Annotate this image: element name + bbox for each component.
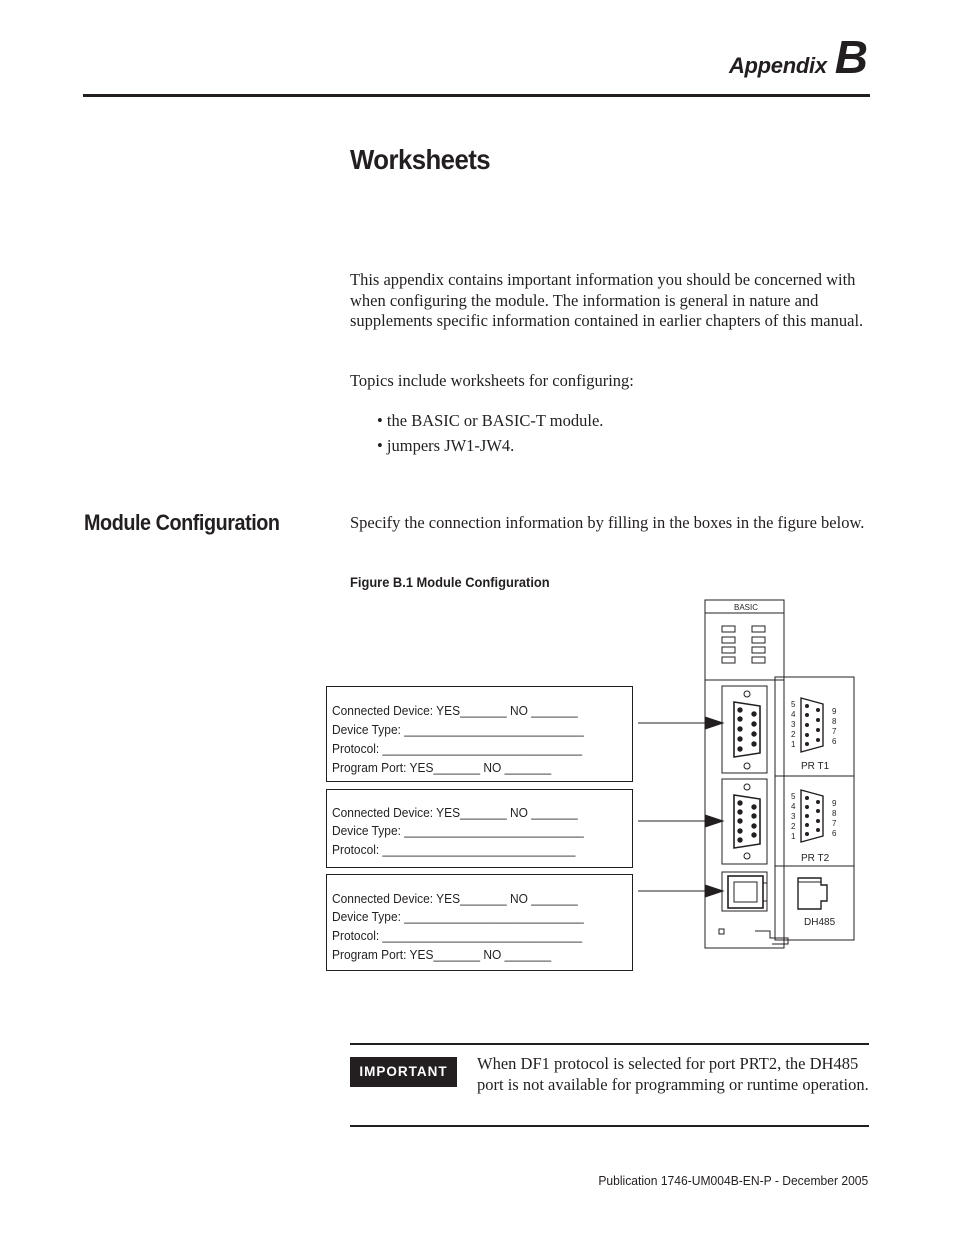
intro-paragraph: This appendix contains important information you should be concerned with when configuring the module. The information is general in nature and supplements specific information contained in earlier chapters of this manual. (350, 270, 864, 330)
port-legend-panel (775, 677, 854, 940)
pin-number: 4 (791, 802, 796, 811)
protocol-line: Protocol: ______________________________ (332, 741, 583, 756)
important-bottom-rule (350, 1125, 869, 1127)
pin-number: 7 (832, 819, 837, 828)
pin-number: 6 (832, 829, 837, 838)
section-paragraph: Specify the connection information by filling in the boxes in the figure below. (350, 513, 865, 532)
module-label: BASIC (734, 603, 759, 612)
pin-number: 6 (832, 737, 837, 746)
pin-number: 1 (791, 832, 796, 841)
figure-caption: Figure B.1 Module Configuration (350, 574, 550, 590)
pin-number: 8 (832, 809, 837, 818)
dh485-config-box (326, 874, 633, 971)
port1-db9-connector (722, 686, 767, 773)
topics-paragraph: Topics include worksheets for configuring: (350, 371, 634, 390)
module-diagram (630, 598, 860, 950)
pin-number: 3 (791, 812, 796, 821)
footer-publication: Publication 1746-UM004B-EN-P - December 2005 (598, 1173, 868, 1188)
prt1-label: PR T1 (801, 761, 830, 772)
page-title: Worksheets (350, 144, 491, 175)
program-port-line: Program Port: YES_______ NO _______ (332, 947, 552, 962)
connected-device-line: Connected Device: YES_______ NO _______ (332, 805, 578, 820)
module-body (705, 600, 784, 948)
pin-number: 5 (791, 700, 796, 709)
prt2-legend-connector (801, 790, 823, 842)
section-heading: Module Configuration (84, 510, 280, 535)
pin-number: 2 (791, 822, 796, 831)
status-leds (722, 626, 765, 663)
device-type-line: Device Type: ___________________________ (332, 823, 584, 838)
connected-device-line: Connected Device: YES_______ NO _______ (332, 891, 578, 906)
device-type-line: Device Type: ___________________________ (332, 722, 584, 737)
port1-config-box (326, 686, 633, 782)
header-rule (83, 94, 870, 97)
appendix-letter: B (834, 31, 868, 83)
device-type-line: Device Type: ___________________________ (332, 909, 584, 924)
list-item-text: the BASIC or BASIC-T module. (386, 411, 604, 430)
appendix-header (729, 30, 868, 84)
pin-number: 7 (832, 727, 837, 736)
important-label: IMPORTANT (350, 1057, 457, 1087)
pin-number: 9 (832, 799, 837, 808)
important-text: When DF1 protocol is selected for port PRT2, the DH485 port is not available for programming or runtime operation. (477, 1054, 869, 1094)
dh485-rj-connector (722, 872, 767, 911)
dh485-legend-connector (798, 878, 827, 909)
pin-number: 4 (791, 710, 796, 719)
list-item: • the BASIC or BASIC-T module. (377, 411, 604, 430)
port2-db9-connector (722, 779, 767, 864)
pin-number: 5 (791, 792, 796, 801)
topics-list (377, 411, 603, 461)
appendix-word: Appendix (728, 53, 827, 78)
connected-device-line: Connected Device: YES_______ NO _______ (332, 703, 578, 718)
pin-number: 9 (832, 707, 837, 716)
arrow-port1 (638, 717, 723, 729)
pin-number: 2 (791, 730, 796, 739)
program-port-line: Program Port: YES_______ NO _______ (332, 760, 552, 775)
port2-config-box (326, 789, 633, 868)
list-item-text: jumpers JW1-JW4. (386, 436, 515, 455)
important-top-rule (350, 1043, 869, 1045)
pin-number: 8 (832, 717, 837, 726)
arrow-port2 (638, 815, 723, 827)
list-item: • jumpers JW1-JW4. (377, 436, 515, 455)
arrow-dh485 (638, 885, 723, 897)
prt1-legend-connector (801, 698, 823, 752)
protocol-line: Protocol: ______________________________ (332, 928, 583, 943)
pin-number: 1 (791, 740, 796, 749)
protocol-line: Protocol: _____________________________ (332, 842, 576, 857)
pin-number: 3 (791, 720, 796, 729)
dh485-label: DH485 (804, 917, 836, 928)
prt2-label: PR T2 (801, 853, 830, 864)
